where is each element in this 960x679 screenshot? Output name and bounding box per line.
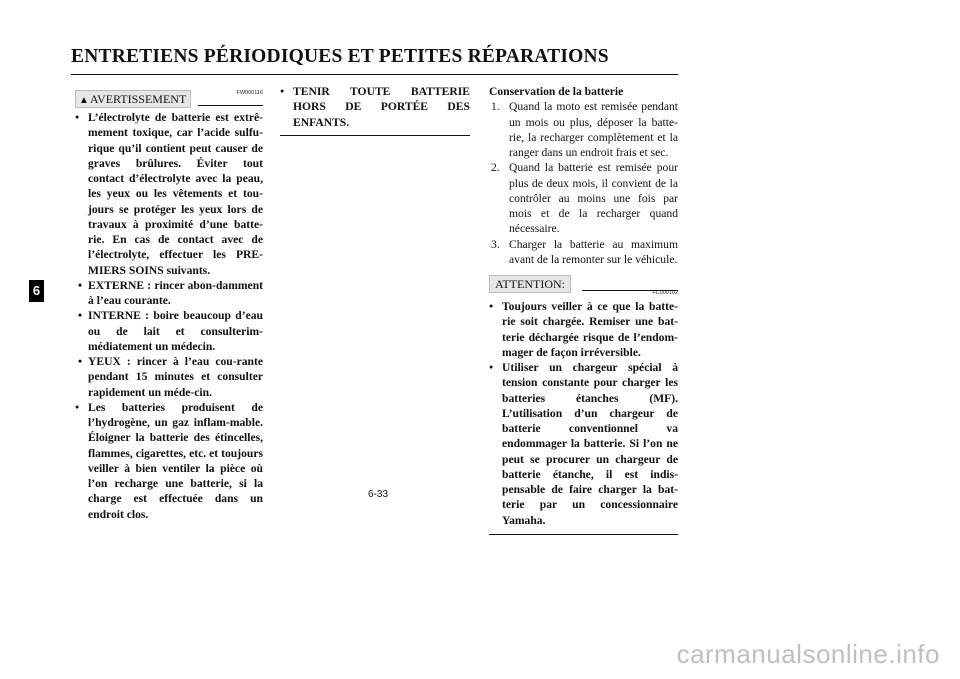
warning-badge [75,90,191,108]
left-column [75,84,263,522]
warning-code: FW000116 [236,90,263,96]
step-text: Charger la batterie au maximum avant de la remonter sur le véhicule. [509,237,678,266]
warning-bullet: ● Les batteries produisent de l’hydrogène, un gaz inflam-mable. Éloigner la batterie des étincelles, flammes, cigarettes, etc. et toujours veiller à bien ventiler la pièce où l’on recharge une batterie, si la charge est effectuée dans un endroit clos. [75,400,263,522]
sub-bullet-icon: • [78,309,83,323]
attention-bullet: ● Utiliser un chargeur spécial à tension constante pour charger les batteries étanches (MF). L’utilisation d’un chargeur de batterie conventionnel va endommager la batterie. Si l’on ne peut se procurer un chargeur de batterie étanche, il est indis-pensable de faire charger la bat-terie par un concessionnaire Yamaha. [489,360,678,528]
warning-end-rule [280,135,470,136]
warning-list [75,110,263,522]
attention-code: FC000102 [652,290,678,296]
warning-label: AVERTISSEMENT [89,92,187,106]
numbered-step [489,160,678,236]
attention-rule [582,290,678,291]
sub-bullet-text: INTERNE : boire beaucoup d’eau ou de lait et consulterim-médiatement un médecin. [88,309,263,353]
numbered-step [489,237,678,268]
title-rule [71,74,678,75]
attention-badge: ATTENTION: [489,275,571,293]
warning-sub-bullet [75,354,263,400]
attention-list [489,299,678,528]
middle-column [280,84,470,136]
attention-bullet: ● Toujours veiller à ce que la batte-rie soit chargée. Remiser une bat-terie déchargée risque de l’endom-mager de façon irréversible. [489,299,678,360]
sub-bullet-text: EXTERNE : rincer abon-damment à l’eau courante. [88,278,263,307]
step-number: 2. [491,161,500,175]
warning-header [75,84,263,110]
watermark: carmanualsonline.info [676,639,940,669]
numbered-step [489,99,678,160]
sub-bullet-text: YEUX : rincer à l’eau cou-rante pendant 15 minutes et consulter rapidement un méde-cin. [88,355,263,399]
sub-bullet-icon: • [78,355,83,368]
chapter-tab-number: 6 [32,283,41,298]
warning-list-continued [280,84,470,130]
warning-sub-bullet [75,308,263,354]
warning-sub-bullet [75,278,263,309]
step-text: Quand la batterie est remisée pour plus de deux mois, il convient de la contrôler au moins une fois par mois et de la recharger quand nécessaire. [509,161,678,236]
warning-bullet: ● L’électrolyte de batterie est extrê-mement toxique, car l’acide sulfu-rique qu’il contient peut causer de graves brûlures. Éviter tout contact d’électrolyte avec la peau, les yeux ou les vêtements et tou-jours se protéger les yeux lors de travaux à proximité d’une batte-rie. En cas de contact avec de l’électrolyte, effectuer les PRE-MIERS SOINS suivants. [75,110,263,278]
page-title: ENTRETIENS PÉRIODIQUES ET PETITES RÉPARATIONS [71,46,609,67]
step-number: 1. [491,100,500,114]
section-heading: Conservation de la batterie [489,85,624,98]
step-text: Quand la moto est remisée pendant un mois ou plus, déposer la batte-rie, la recharger complètement et la ranger dans un endroit frais et sec. [509,100,678,159]
sub-bullet-icon: • [78,278,83,292]
warning-rule [198,105,263,106]
attention-end-rule [489,534,678,535]
step-number: 3. [491,237,500,251]
right-column [489,84,678,535]
warning-icon: ▲ [79,95,89,106]
warning-bullet: ● TENIR TOUTE BATTERIE HORS DE PORTÉE DES ENFANTS. [280,84,470,130]
page-number: 6-33 [368,489,389,500]
attention-header [489,269,678,299]
